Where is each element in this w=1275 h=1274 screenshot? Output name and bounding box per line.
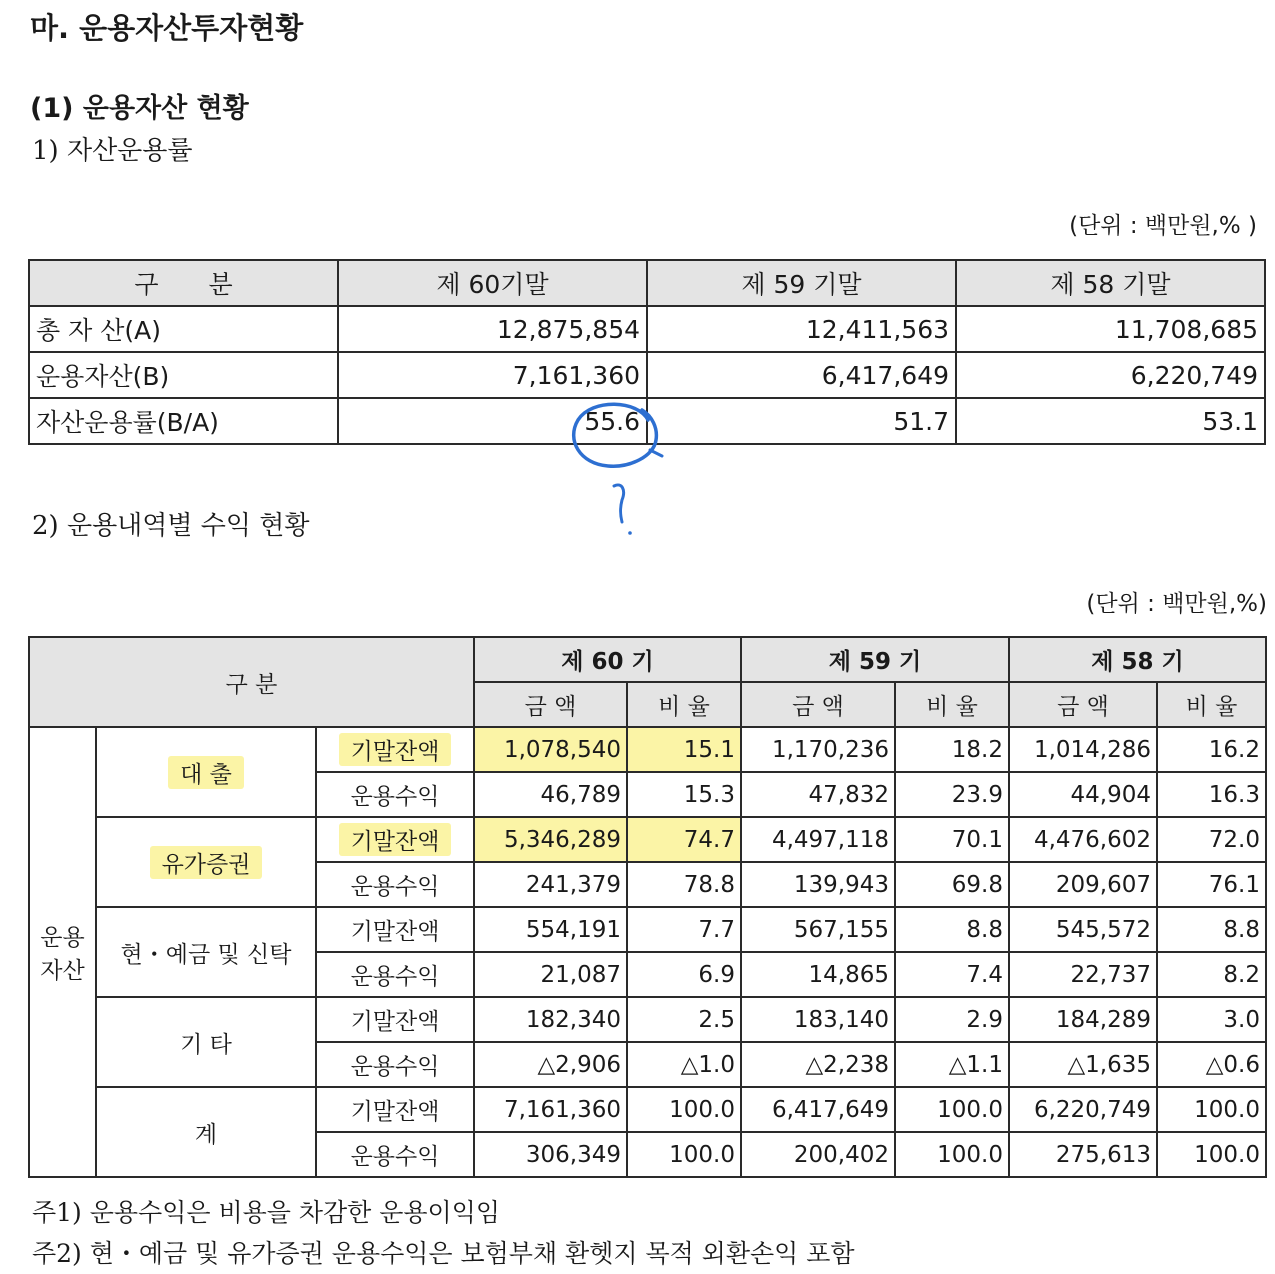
sub-label-income: 운용수익 [316, 952, 474, 997]
period-header-60: 제 60 기 [474, 637, 741, 682]
cell-value: 72.0 [1157, 817, 1266, 862]
cell-value: 7,161,360 [474, 1087, 627, 1132]
cell-value: 4,497,118 [741, 817, 895, 862]
cell-value: 18.2 [895, 727, 1009, 772]
table2-header-row-1 [29, 637, 1266, 682]
cell-value: 100.0 [627, 1087, 741, 1132]
period-header-58: 제 58 기 [1009, 637, 1266, 682]
table-row [29, 817, 1266, 862]
cell-value: 8.2 [1157, 952, 1266, 997]
sub-label-end-balance [316, 727, 474, 772]
sub-label-income: 운용수익 [316, 862, 474, 907]
cell-value: 4,476,602 [1009, 817, 1157, 862]
cell-value: 12,411,563 [647, 306, 956, 352]
cell-value: 6,417,649 [741, 1087, 895, 1132]
ratio-header: 비 율 [627, 682, 741, 727]
category-securities [96, 817, 316, 907]
cell-value: 1,170,236 [741, 727, 895, 772]
cell-value: 209,607 [1009, 862, 1157, 907]
cell-value: 44,904 [1009, 772, 1157, 817]
part2-unit: (단위 : 백만원,%) [1086, 591, 1267, 617]
category-loans [96, 727, 316, 817]
cell-value: 21,087 [474, 952, 627, 997]
cell-value: 1,014,286 [1009, 727, 1157, 772]
cell-value: 100.0 [627, 1132, 741, 1177]
amount-header: 금 액 [741, 682, 895, 727]
sub-label-end-balance: 기말잔액 [316, 907, 474, 952]
section-title: 마. 운용자산투자현황 [30, 11, 304, 45]
cell-value: 8.8 [1157, 907, 1266, 952]
cell-value: 5,346,289 [474, 817, 627, 862]
cell-value: 100.0 [1157, 1087, 1266, 1132]
cell-value: 23.9 [895, 772, 1009, 817]
cell-value: 1,078,540 [474, 727, 627, 772]
cell-value: 7.7 [627, 907, 741, 952]
group-label-operating-assets [29, 727, 96, 1177]
row-label: 자산운용률(B/A) [29, 398, 338, 444]
cell-value: 76.1 [1157, 862, 1266, 907]
cell-value: 7,161,360 [338, 352, 647, 398]
cell-value: 16.3 [1157, 772, 1266, 817]
sub-label-end-balance [316, 817, 474, 862]
cell-value: 22,737 [1009, 952, 1157, 997]
cell-value: 7.4 [895, 952, 1009, 997]
category-other: 기 타 [96, 997, 316, 1087]
cell-value: 8.8 [895, 907, 1009, 952]
period-header-59: 제 59 기 [741, 637, 1009, 682]
part1-title: 1) 자산운용률 [32, 136, 193, 166]
cell-value: 241,379 [474, 862, 627, 907]
ratio-header: 비 율 [1157, 682, 1266, 727]
part2-title: 2) 운용내역별 수익 현황 [32, 511, 310, 541]
cell-value: 69.8 [895, 862, 1009, 907]
cell-value: 78.8 [627, 862, 741, 907]
sub-label-income: 운용수익 [316, 1042, 474, 1087]
table1-header-row [29, 260, 1265, 306]
part1-unit: (단위 : 백만원,% ) [1069, 213, 1257, 239]
cell-value: 15.1 [627, 727, 741, 772]
question-mark-annotation [614, 485, 624, 522]
cell-value: 2.5 [627, 997, 741, 1042]
cell-value: 14,865 [741, 952, 895, 997]
cell-value: 3.0 [1157, 997, 1266, 1042]
sub-label-income: 운용수익 [316, 772, 474, 817]
cell-value: 16.2 [1157, 727, 1266, 772]
table1-row-operating-assets [29, 352, 1265, 398]
amount-header: 금 액 [474, 682, 627, 727]
cell-value: △2,906 [474, 1042, 627, 1087]
cell-value: 183,140 [741, 997, 895, 1042]
subsection-title: (1) 운용자산 현황 [30, 93, 249, 124]
cell-value: 100.0 [895, 1132, 1009, 1177]
cell-value: 11,708,685 [956, 306, 1265, 352]
cell-value: △1.1 [895, 1042, 1009, 1087]
cell-value: △1.0 [627, 1042, 741, 1087]
table1-row-total-assets [29, 306, 1265, 352]
cell-value: 200,402 [741, 1132, 895, 1177]
cell-value: 567,155 [741, 907, 895, 952]
category-label-highlighted: 대 출 [168, 756, 244, 789]
cell-value: △2,238 [741, 1042, 895, 1087]
cell-value: 53.1 [956, 398, 1265, 444]
cell-value: 47,832 [741, 772, 895, 817]
cell-value: △0.6 [1157, 1042, 1266, 1087]
table1-header-period-58: 제 58 기말 [956, 260, 1265, 306]
sub-label-text: 기말잔액 [339, 823, 452, 856]
sub-label-text: 기말잔액 [339, 733, 452, 766]
cell-value: 545,572 [1009, 907, 1157, 952]
circle-annotation [574, 404, 657, 466]
income-by-category-table [28, 636, 1267, 1178]
amount-header: 금 액 [1009, 682, 1157, 727]
group-label-line: 운용 [40, 925, 85, 951]
sub-label-end-balance: 기말잔액 [316, 997, 474, 1042]
category-cash-deposits-trusts: 현・예금 및 신탁 [96, 907, 316, 997]
cell-value: 46,789 [474, 772, 627, 817]
cell-value: 554,191 [474, 907, 627, 952]
cell-value: 6.9 [627, 952, 741, 997]
cell-value: 100.0 [1157, 1132, 1266, 1177]
cell-value: 306,349 [474, 1132, 627, 1177]
group-label-line: 자산 [40, 958, 85, 984]
footnote-2: 주2) 현・예금 및 유가증권 운용수익은 보험부채 환헷지 목적 외환손익 포함 [32, 1239, 855, 1268]
category-total: 계 [96, 1087, 316, 1177]
cell-value: 55.6 [338, 398, 647, 444]
cell-value: △1,635 [1009, 1042, 1157, 1087]
sub-label-end-balance: 기말잔액 [316, 1087, 474, 1132]
cell-value: 15.3 [627, 772, 741, 817]
cell-value: 182,340 [474, 997, 627, 1042]
sub-label-income: 운용수익 [316, 1132, 474, 1177]
cell-value: 74.7 [627, 817, 741, 862]
row-label: 총 자 산(A) [29, 306, 338, 352]
cell-value: 275,613 [1009, 1132, 1157, 1177]
cell-value: 12,875,854 [338, 306, 647, 352]
table-row [29, 1087, 1266, 1132]
ratio-header: 비 율 [895, 682, 1009, 727]
cell-value: 2.9 [895, 997, 1009, 1042]
table1-header-period-59: 제 59 기말 [647, 260, 956, 306]
cell-value: 51.7 [647, 398, 956, 444]
table-row [29, 727, 1266, 772]
footnote-1: 주1) 운용수익은 비용을 차감한 운용이익임 [32, 1198, 500, 1227]
table-row [29, 907, 1266, 952]
cell-value: 100.0 [895, 1087, 1009, 1132]
cell-value: 6,220,749 [1009, 1087, 1157, 1132]
category-label-highlighted: 유가증권 [150, 846, 263, 879]
cell-value: 139,943 [741, 862, 895, 907]
table1-header-category: 구 분 [29, 260, 338, 306]
table1-header-period-60: 제 60기말 [338, 260, 647, 306]
cell-value: 6,417,649 [647, 352, 956, 398]
table-row [29, 997, 1266, 1042]
handwritten-annotation [570, 398, 670, 543]
cell-value: 70.1 [895, 817, 1009, 862]
row-label: 운용자산(B) [29, 352, 338, 398]
cell-value: 6,220,749 [956, 352, 1265, 398]
cell-value: 184,289 [1009, 997, 1157, 1042]
table2-corner-header: 구 분 [29, 637, 474, 727]
